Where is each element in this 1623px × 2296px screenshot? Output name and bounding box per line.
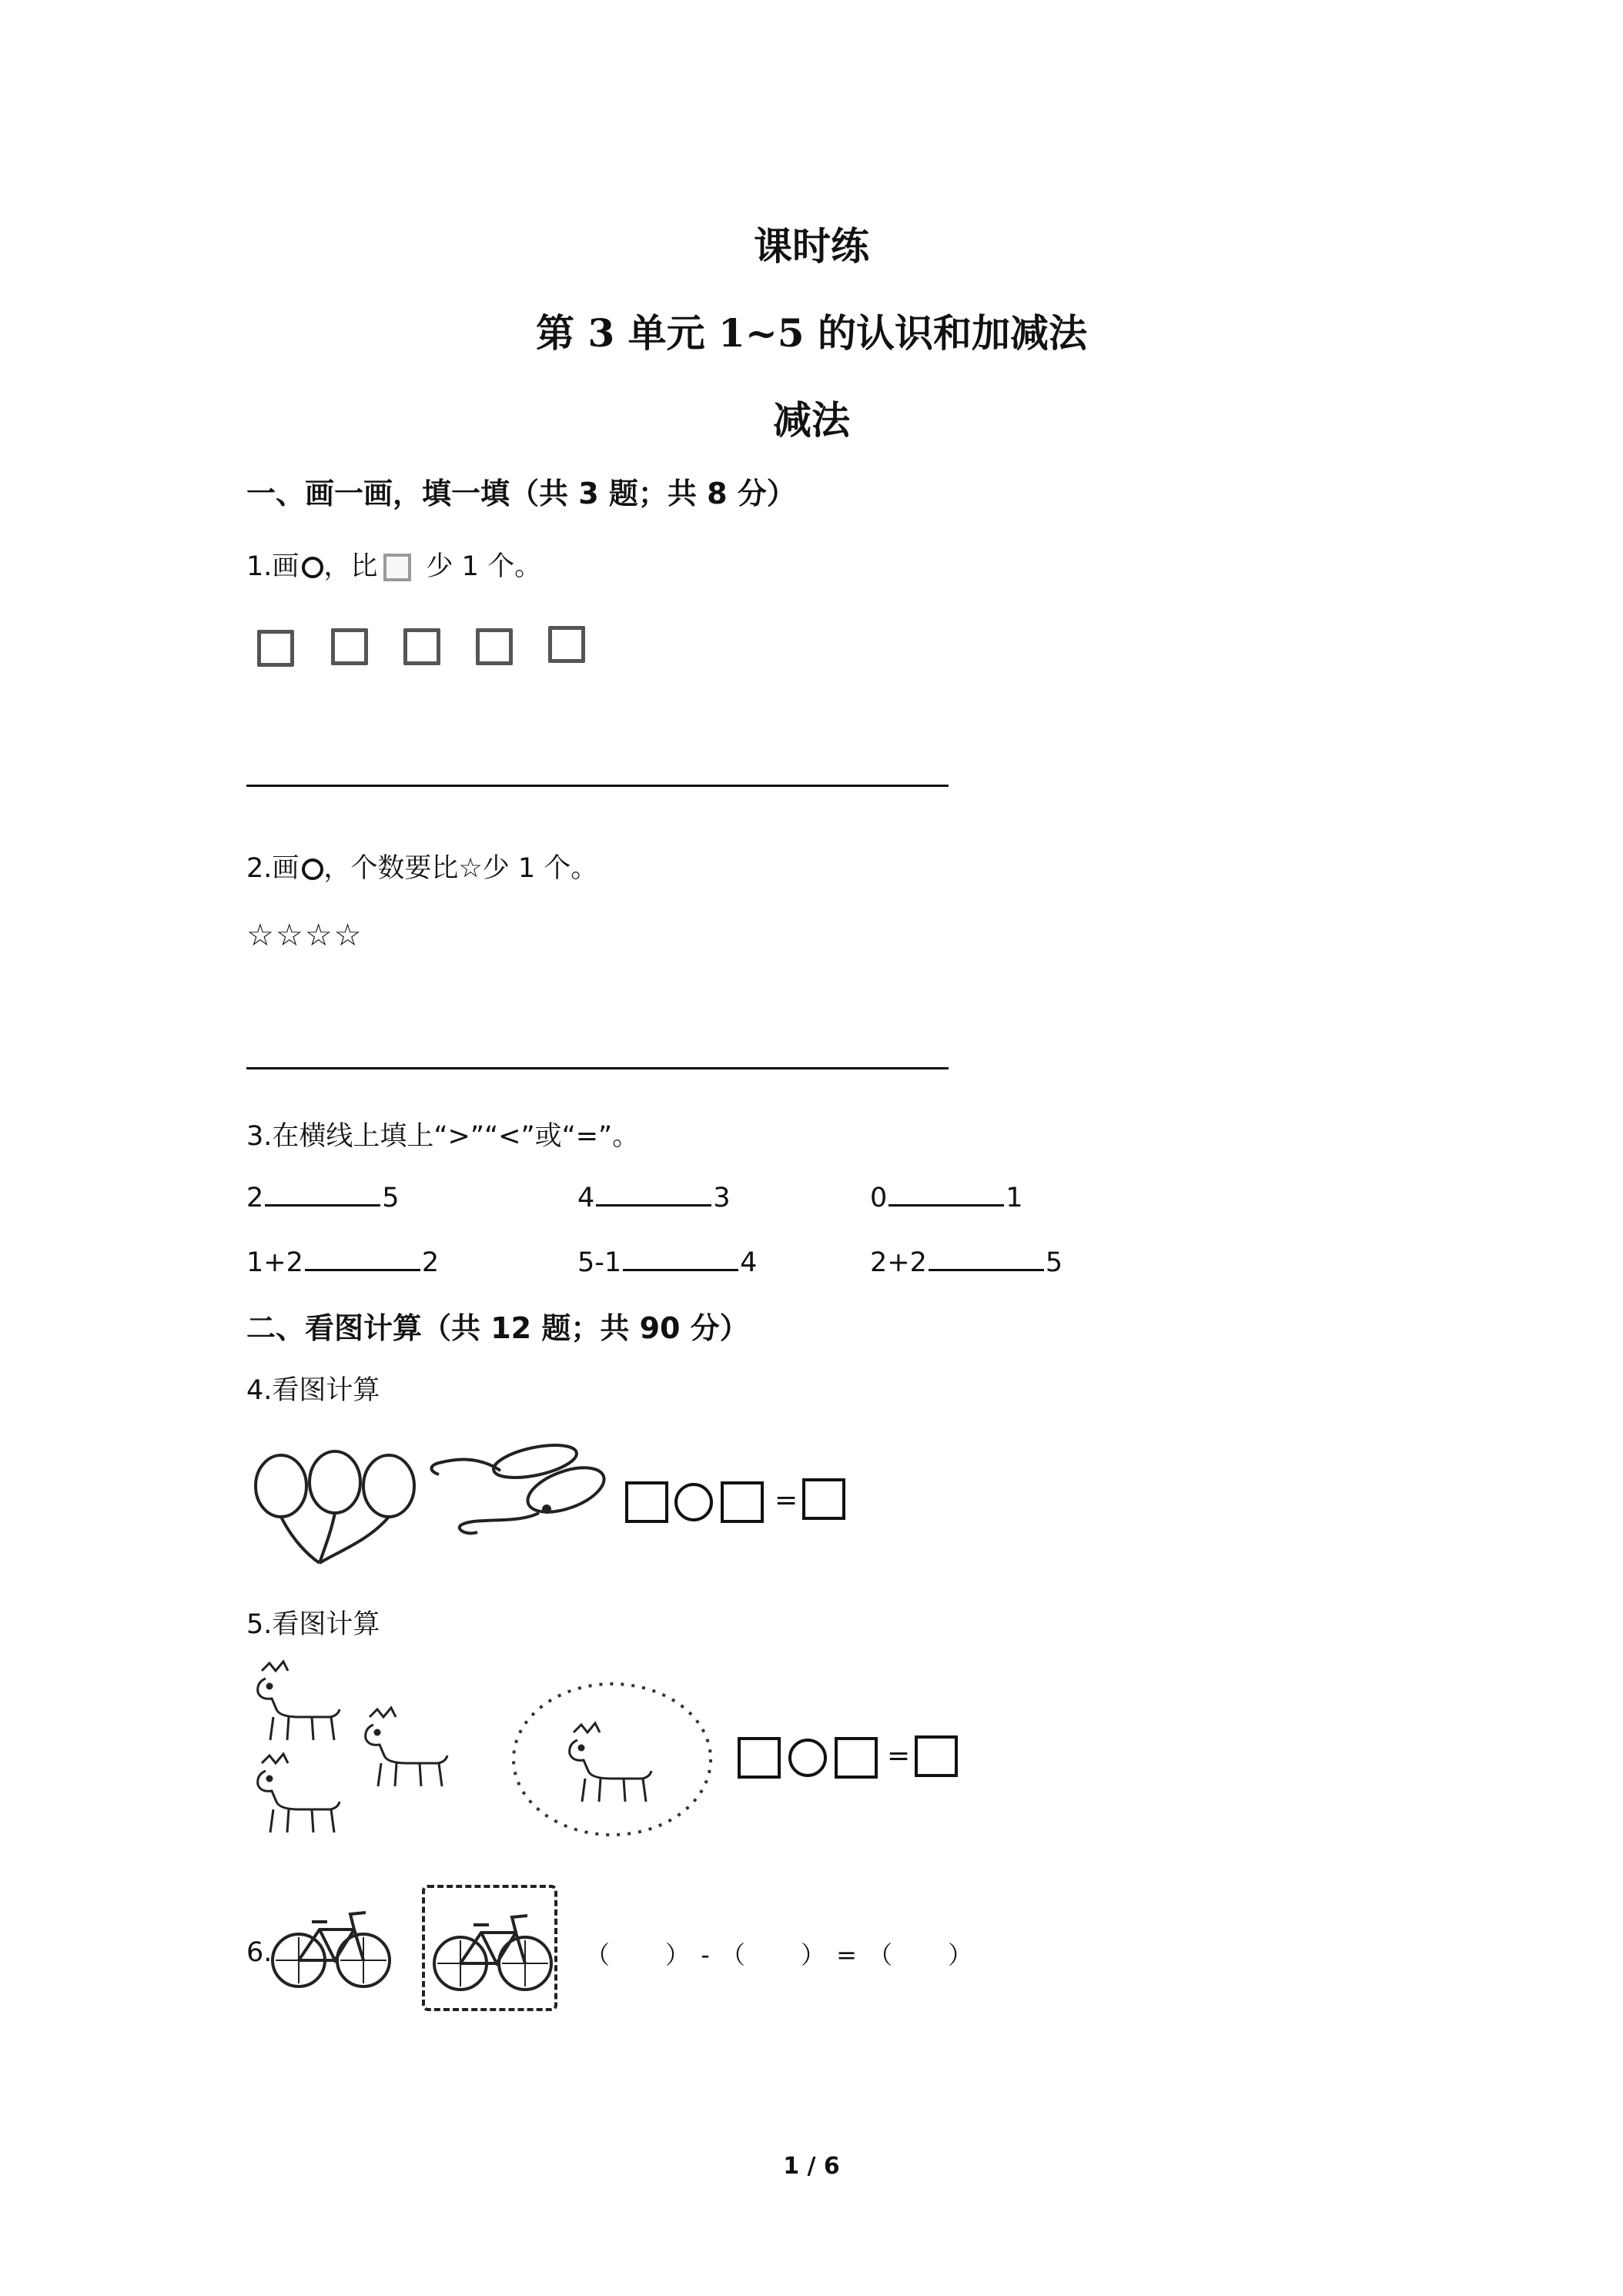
- question-2-prefix: 2.画: [246, 853, 300, 884]
- question-1-suffix: 少 1 个。: [417, 551, 542, 582]
- question-2-suffix: ，个数要比☆少 1 个。: [323, 853, 598, 884]
- compare-blank[interactable]: [888, 1181, 1004, 1207]
- compare-blank[interactable]: [596, 1181, 711, 1207]
- operator-circle[interactable]: [788, 1739, 827, 1777]
- compare-item: 4 3: [577, 1183, 731, 1213]
- question-2: [246, 847, 597, 885]
- circle-icon: [302, 858, 323, 880]
- compare-item: 5-1 4: [577, 1247, 758, 1278]
- answer-box[interactable]: [721, 1481, 764, 1523]
- page-title: 课时练: [754, 223, 869, 269]
- compare-item: 0 1: [870, 1183, 1023, 1213]
- answer-box[interactable]: [802, 1478, 845, 1520]
- question-1: [246, 545, 541, 584]
- question-6: 6.: [246, 1937, 273, 1968]
- lesson-title: 减法: [773, 397, 850, 443]
- circle-icon: [302, 557, 323, 578]
- answer-line-1[interactable]: [246, 785, 949, 787]
- square-icon: [476, 628, 513, 665]
- question-1-middle: ，比: [323, 551, 378, 582]
- answer-line-2[interactable]: [246, 1067, 949, 1069]
- section-1-heading: 一、画一画，填一填（共 3 题；共 8 分）: [246, 477, 796, 510]
- square-icon: [257, 630, 294, 667]
- question-4: 4.看图计算: [246, 1375, 380, 1406]
- answer-box[interactable]: [625, 1481, 668, 1523]
- page-number: 1 / 6: [783, 2153, 840, 2180]
- square-icon: [403, 628, 440, 665]
- question-5: 5.看图计算: [246, 1609, 380, 1640]
- star-row: ☆☆☆☆: [246, 918, 363, 953]
- compare-blank[interactable]: [929, 1246, 1044, 1271]
- balloon-icon: [246, 1440, 616, 1571]
- square-icon: [331, 628, 368, 665]
- unit-title: 第 3 单元 1~5 的认识和加减法: [536, 310, 1087, 356]
- compare-blank[interactable]: [305, 1246, 420, 1271]
- equals-sign: =: [775, 1484, 798, 1516]
- square-icon: [548, 626, 585, 663]
- answer-box[interactable]: [915, 1735, 958, 1777]
- compare-item: 2 5: [246, 1183, 400, 1213]
- answer-box[interactable]: [835, 1737, 878, 1779]
- answer-box[interactable]: [738, 1737, 781, 1779]
- question-3: 3.在横线上填上“>”“<”或“=”。: [246, 1121, 640, 1152]
- compare-blank[interactable]: [265, 1181, 380, 1207]
- operator-circle[interactable]: [674, 1483, 713, 1521]
- equals-sign: =: [887, 1740, 911, 1772]
- compare-item: 1+2 2: [246, 1247, 440, 1278]
- deer-icon: [246, 1655, 477, 1848]
- bicycle-icon: [431, 1902, 554, 2002]
- expression-6: （ ） - （ ） = （ ）: [585, 1940, 975, 1970]
- bicycle-frame: [422, 1885, 557, 2011]
- compare-item: 2+2 5: [870, 1247, 1063, 1278]
- compare-blank[interactable]: [623, 1246, 738, 1271]
- question-1-prefix: 1.画: [246, 551, 300, 582]
- square-icon: [383, 554, 411, 581]
- deer-icon: [508, 1678, 716, 1840]
- bicycle-icon: [269, 1899, 393, 1999]
- section-2-heading: 二、看图计算（共 12 题；共 90 分）: [246, 1311, 749, 1345]
